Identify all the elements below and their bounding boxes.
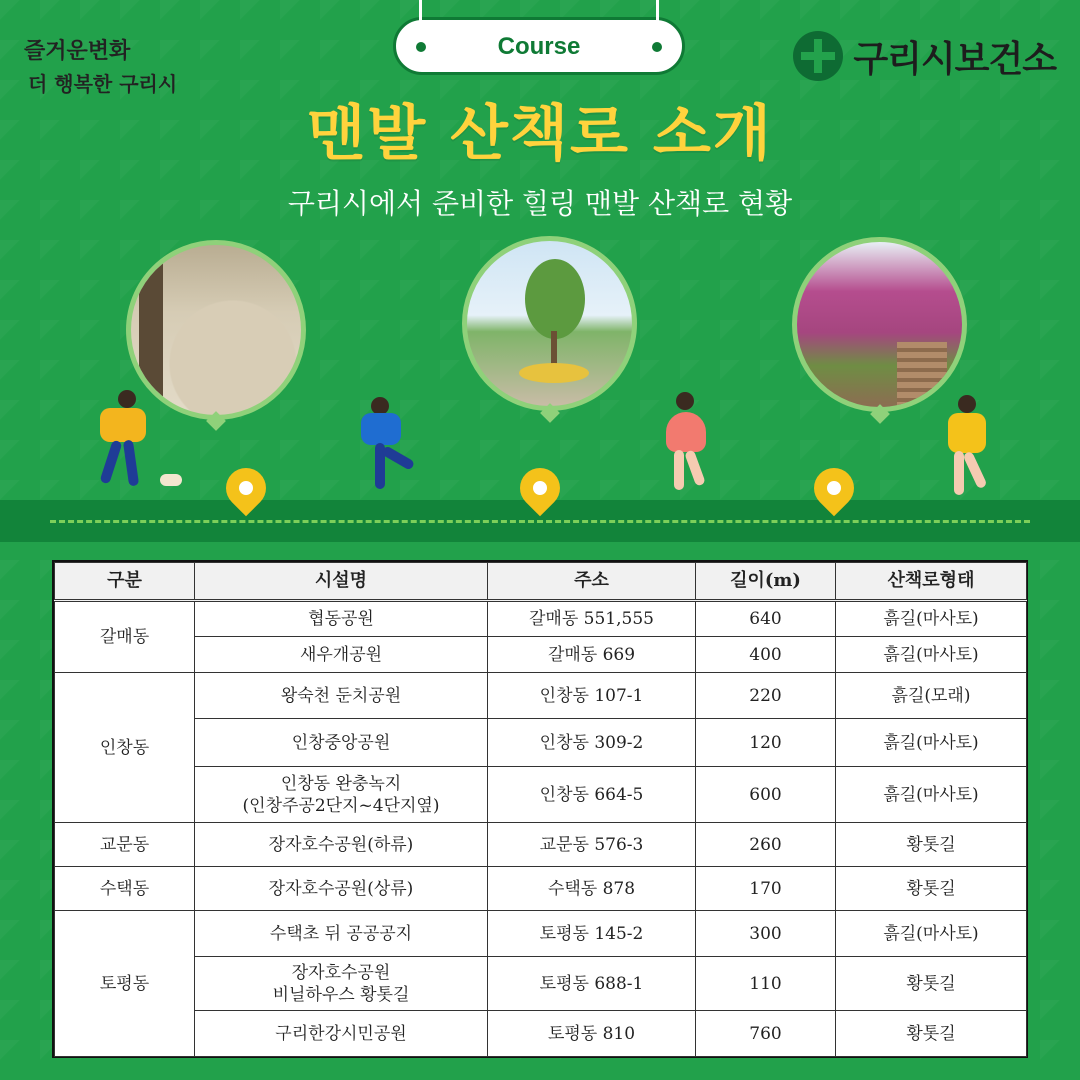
table-row: 장자호수공원 비닐하우스 황톳길 토평동 688-1 110 황톳길 — [55, 957, 1027, 1011]
district-cell: 교문동 — [55, 823, 195, 867]
district-cell: 갈매동 — [55, 601, 195, 673]
page-subtitle: 구리시에서 준비한 힐링 맨발 산책로 현황 — [287, 187, 793, 220]
table-row: 인창동 왕숙천 둔치공원 인창동 107-1 220 흙길(모래) — [55, 673, 1027, 719]
header-length: 길이(m) — [696, 563, 836, 601]
trail-table — [52, 560, 1028, 1058]
table-row: 토평동 수택초 뒤 공공공지 토평동 145-2 300 흙길(마사토) — [55, 911, 1027, 957]
dog-walker-illustration — [90, 390, 190, 495]
park-photo-flower-stairs — [792, 237, 967, 412]
health-center-logo — [793, 28, 1056, 84]
health-cross-icon — [793, 31, 843, 81]
runner-illustration — [345, 395, 430, 495]
table-row: 수택동 장자호수공원(상류) 수택동 878 170 황톳길 — [55, 867, 1027, 911]
table-row: 교문동 장자호수공원(하류) 교문동 576-3 260 황톳길 — [55, 823, 1027, 867]
table-row: 인창중앙공원 인창동 309-2 120 흙길(마사토) — [55, 719, 1027, 767]
header-district: 구분 — [55, 563, 195, 601]
page-title: 맨발 산책로 소개 — [307, 99, 773, 169]
table-row: 구리한강시민공원 토평동 810 760 황톳길 — [55, 1011, 1027, 1057]
header-facility: 시설명 — [195, 563, 488, 601]
course-label: Course — [497, 33, 581, 60]
table-row: 갈매동 협동공원 갈매동 551,555 640 흙길(마사토) — [55, 601, 1027, 637]
logo-line-2: 더 행복한 구리시 — [28, 72, 178, 96]
health-center-name: 구리시보건소 — [853, 37, 1056, 79]
jogger-woman-illustration — [662, 392, 722, 498]
district-cell: 인창동 — [55, 673, 195, 823]
table-row: 인창동 완충녹지 (인창주공2단지~4단지옆) 인창동 664-5 600 흙길(마사토) — [55, 767, 1027, 823]
district-cell: 토평동 — [55, 911, 195, 1057]
table-row: 새우개공원 갈매동 669 400 흙길(마사토) — [55, 637, 1027, 673]
park-photo-tree-path — [462, 236, 637, 411]
road-dashed-line — [50, 520, 1030, 523]
walking-woman-illustration — [942, 395, 997, 500]
logo-line-1: 즐거운변화 — [24, 38, 131, 64]
header-address: 주소 — [488, 563, 696, 601]
course-tab — [393, 17, 685, 75]
header-trail-type: 산책로형태 — [836, 563, 1027, 601]
district-cell: 수택동 — [55, 867, 195, 911]
